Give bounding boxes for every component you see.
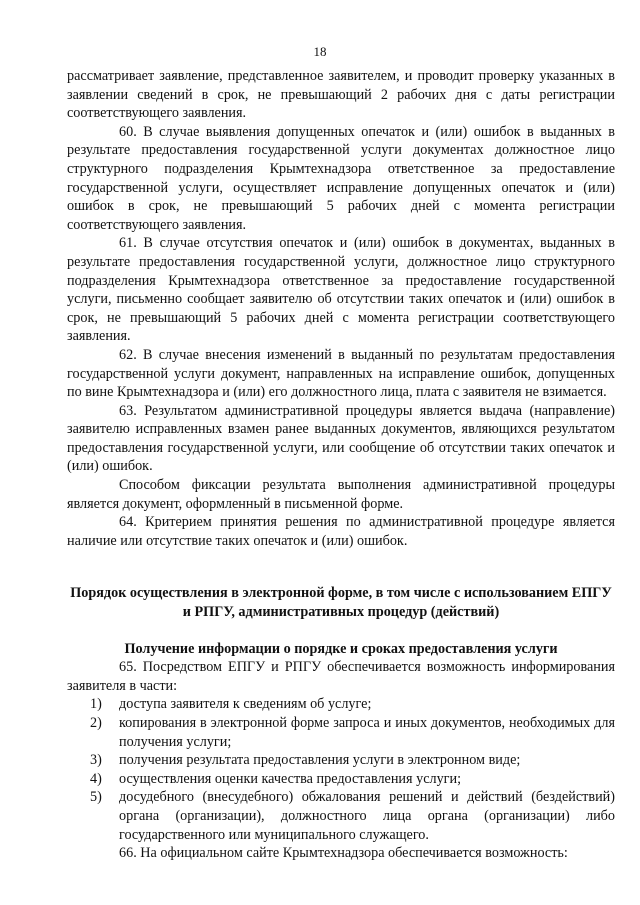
paragraph-63: 63. Результатом административной процедуры является выдача (направление) заявителю исправленных взамен ранее выданных документов, являющихся результатом предоставления государственной услуги, или сообщение об отсутствии таких опечаток и (или) ошибок. (67, 402, 615, 475)
list-text: досудебного (внесудебного) обжалования решений и действий (бездействий) органа (организации), должностного лица органа (организации) либо государственного или муниципального служащего. (119, 789, 615, 843)
list-number: 5) (90, 789, 102, 806)
list-text: получения результата предоставления услуги в электронном виде; (119, 752, 521, 769)
list-text: доступа заявителя к сведениям об услуге; (119, 696, 372, 713)
list-item (67, 695, 615, 714)
paragraph-61: 61. В случае отсутствия опечаток и (или) ошибок в документах, выданных в результате предоставления государственной услуги, должностное лицо структурного подразделения Крымтехнадзора ответственное за предоставление государственной услуги, письменно сообщает заявителю об отсутствии таких опечаток и (или) ошибок в срок, не превышающий 5 рабочих дней с момента регистрации соответствующего заявления. (67, 235, 615, 345)
paragraph-66: 66. На официальном сайте Крымтехнадзора обеспечивается возможность: (119, 845, 568, 862)
list-text: осуществления оценки качества предоставления услуги; (119, 770, 462, 787)
list-item (67, 788, 615, 844)
paragraph-65: 65. Посредством ЕПГУ и РПГУ обеспечивается возможность информирования заявителя в части: (67, 659, 615, 694)
list-number: 2) (90, 715, 102, 731)
paragraph-62: 62. В случае внесения изменений в выданный по результатам предоставления государственной услуги документ, направленных на исправление ошибок, допущенных по вине Крымтехнадзора и (или) его должностного лица, плата с заявителя не взимается. (67, 346, 615, 401)
subsection-heading: Получение информации о порядке и сроках предоставления услуги (124, 640, 558, 657)
section-heading: Порядок осуществления в электронной форме, в том числе с использованием ЕПГУ и РПГУ, административных процедур (действий) (70, 585, 612, 621)
list-number: 4) (90, 770, 102, 787)
list-item (67, 770, 615, 789)
list-text: копирования в электронной форме запроса и иных документов, необходимых для получения услуги; (119, 715, 615, 750)
list-item (67, 751, 615, 770)
paragraph-fixation: Способом фиксации результата выполнения административной процедуры является документ, оформленный в письменной форме. (67, 477, 615, 512)
paragraph: рассматривает заявление, представленное заявителем, и проводит проверку указанных в заявлении сведений в срок, не превышающий 2 рабочих дня с даты регистрации соответствующего заявления. (67, 68, 615, 122)
list-number: 3) (90, 752, 102, 769)
list-item (67, 714, 615, 751)
list-number: 1) (90, 696, 102, 713)
paragraph-60: 60. В случае выявления допущенных опечаток и (или) ошибок в выданных в результате предоставления государственной услуги документах должностное лицо структурного подразделения Крымтехнадзора ответственное за предоставление государственной услуги, осуществляет исправление допущенных опечаток и (или) ошибок в срок, не превышающий 5 рабочих дней с момента регистрации соответствующего заявления. (67, 123, 615, 233)
page-number: 18 (313, 44, 327, 59)
document-body (67, 67, 615, 863)
paragraph-64: 64. Критерием принятия решения по административной процедуре является наличие или отсутствие таких опечаток и (или) ошибок. (67, 514, 615, 549)
